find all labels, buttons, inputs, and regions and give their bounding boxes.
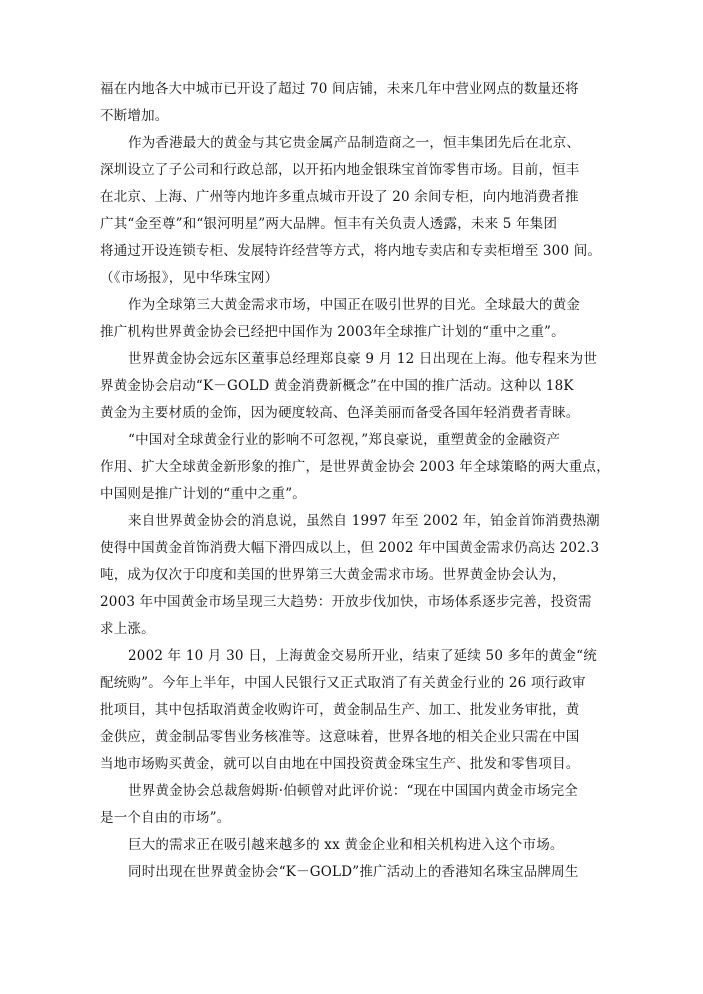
text-line: “中国对全球黄金行业的影响不可忽视，”郑良豪说，重塑黄金的金融资产 bbox=[128, 432, 561, 448]
text-line: 批项目，其中包括取消黄金收购许可，黄金制品生产、加工、批发业务审批，黄 bbox=[100, 702, 580, 718]
text-line: 2002 年 10 月 30 日，上海黄金交易所开业，结束了延续 50 多年的黄金“统 bbox=[128, 648, 597, 664]
text-line: 广其“金至尊”和“银河明星”两大品牌。恒丰有关负责人透露，未来 5 年集团 bbox=[100, 216, 558, 232]
text-line: 推广机构世界黄金协会已经把中国作为 2003年全球推广计划的“重中之重”。 bbox=[100, 324, 565, 340]
text-line: （《市场报》，见中华珠宝网） bbox=[100, 270, 279, 286]
text-line: 世界黄金协会总裁詹姆斯·伯顿曾对此评价说：“现在中国国内黄金市场完全 bbox=[128, 783, 578, 799]
text-line: 来自世界黄金协会的消息说，虽然自 1997 年至 2002 年，铂金首饰消费热潮 bbox=[128, 513, 600, 529]
text-line: 使得中国黄金首饰消费大幅下滑四成以上，但 2002 年中国黄金需求仍高达 202.3 bbox=[100, 540, 600, 556]
text-line: 界黄金协会启动“K－GOLD 黄金消费新概念”在中国的推广活动。这种以 18K bbox=[100, 378, 574, 394]
text-line: 作为香港最大的黄金与其它贵金属产品制造商之一，恒丰集团先后在北京、 bbox=[128, 135, 581, 151]
text-line: 金供应，黄金制品零售业务核准等。这意味着，世界各地的相关企业只需在中国 bbox=[100, 729, 580, 745]
text-line: 将通过开设连锁专柜、发展特许经营等方式，将内地专卖店和专卖柜增至 300 间。 bbox=[100, 243, 602, 259]
text-line: 作用、扩大全球黄金新形象的推广，是世界黄金协会 2003 年全球策略的两大重点， bbox=[100, 459, 610, 475]
text-line: 是一个自由的市场”。 bbox=[100, 810, 231, 826]
text-line: 不断增加。 bbox=[100, 108, 169, 124]
text-line: 作为全球第三大黄金需求市场，中国正在吸引世界的目光。全球最大的黄金 bbox=[128, 297, 581, 313]
text-line: 2003 年中国黄金市场呈现三大趋势：开放步伐加快，市场体系逐步完善，投资需 bbox=[100, 594, 592, 610]
text-line: 吨，成为仅次于印度和美国的世界第三大黄金需求市场。世界黄金协会认为， bbox=[100, 567, 566, 583]
text-line: 巨大的需求正在吸引越来越多的 xx 黄金企业和相关机构进入这个市场。 bbox=[128, 837, 564, 853]
text-line: 同时出现在世界黄金协会“K－GOLD”推广活动上的香港知名珠宝品牌周生 bbox=[128, 864, 579, 880]
text-line: 黄金为主要材质的金饰，因为硬度较高、色泽美丽而备受各国年轻消费者青睐。 bbox=[100, 405, 580, 421]
text-line: 配统购”。今年上半年，中国人民银行又正式取消了有关黄金行业的 26 项行政审 bbox=[100, 675, 586, 691]
text-line: 在北京、上海、广州等内地许多重点城市开设了 20 余间专柜，向内地消费者推 bbox=[100, 189, 579, 205]
text-line: 中国则是推广计划的“重中之重”。 bbox=[100, 486, 307, 502]
text-line: 求上涨。 bbox=[100, 621, 155, 637]
text-line: 深圳设立了子公司和行政总部，以开拓内地金银珠宝首饰零售市场。目前，恒丰 bbox=[100, 162, 580, 178]
text-line: 当地市场购买黄金，就可以自由地在中国投资黄金珠宝生产、批发和零售项目。 bbox=[100, 756, 580, 772]
text-line: 福在内地各大中城市已开设了超过 70 间店铺，未来几年中营业网点的数量还将 bbox=[100, 81, 579, 97]
text-line: 世界黄金协会远东区董事总经理郑良豪 9 月 12 日出现在上海。他专程来为世 bbox=[128, 351, 598, 367]
